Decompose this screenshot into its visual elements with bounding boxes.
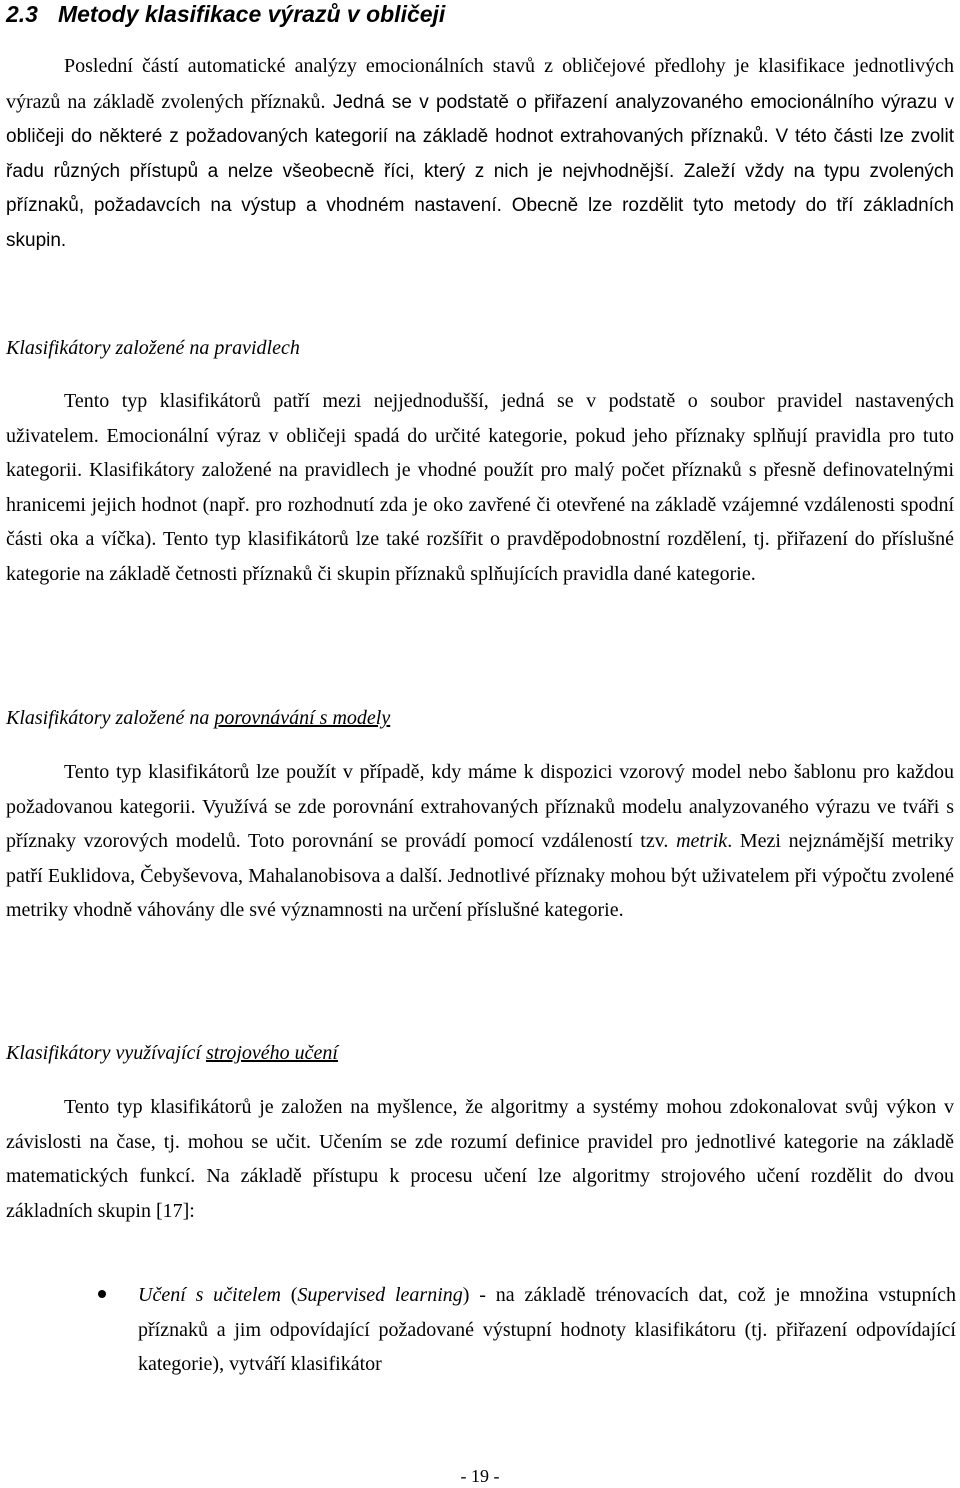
section-title: Metody klasifikace výrazů v obličeji: [57, 1, 446, 27]
intro-paragraph: [6, 49, 954, 259]
subheading-rules: Klasifikátory založené na pravidlech: [6, 337, 300, 359]
page-number: - 19 -: [460, 1466, 500, 1486]
rules-paragraph: Tento typ klasifikátorů patří mezi nejjednodušší, jedná se v podstatě o soubor pravidel nastavených uživatelem. Emocionální výraz v obličeji spadá do určité kategorie, pokud jeho příznaky splňují pravidla pro tuto kategorii. Klasifikátory založené na pravidlech je vhodné použít pro malý počet příznaků s přesně definovatelnými hranicemi jejich hodnot (např. pro rozhodnutí zda je oko zavřené či otevřené na základě vzájemné vzdálenosti spodní části oka a víčka). Tento typ klasifikátorů lze také rozšířit o pravděpodobnostní rozdělení, tj. přiřazení do příslušné kategorie na základě četnosti příznaků či skupin příznaků splňujících pravidla dané kategorie.: [6, 390, 954, 585]
subheading-models: [6, 704, 390, 732]
subheading-ml-underlined: strojového učení: [205, 1042, 338, 1064]
models-paragraph: [6, 755, 954, 928]
intro-text-sans: Jedná se v podstatě o přiřazení analyzovaného emocionálního výrazu v obličeji do některé z požadovaných kategorií na základě hodnot extrahovaných příznaků. V této části lze zvolit řadu různých přístupů a nelze všeobecně říci, který z nich je nejvhodnější. Zaleží vždy na typu zvolených příznaků, požadavcích na výstup a vhodném nastavení. Obecně lze rozdělit tyto metody do tří základních skupin.: [6, 91, 954, 251]
models-text-italic: metrik: [676, 830, 728, 853]
section-heading: [6, 0, 445, 28]
subheading-models-plain: Klasifikátory založené na: [6, 707, 215, 729]
bullet-dot-icon: [98, 1290, 106, 1298]
intro-text-serif: Poslední částí automatické analýzy emocionálních stavů z obličejové předlohy je klasifikace jednotlivých výrazů na základě zvolených příznaků.: [6, 55, 954, 113]
subheading-ml: [6, 1039, 338, 1067]
subheading-models-underlined: porovnávání s modely: [214, 707, 391, 729]
bullet-rest: ) - na základě trénovacích dat, což je množina vstupních příznaků a jim odpovídající požadované výstupní hodnoty klasifikátoru (tj. přiřazení odpovídající kategorie), vytváří klasifikátor: [138, 1284, 956, 1376]
bullet-english-term: Supervised learning: [297, 1284, 463, 1306]
bullet-term: Učení s učitelem: [138, 1284, 281, 1306]
models-text-after: . Mezi nejznámější metriky patří Euklidova, Čebyševova, Mahalanobisova a další. Jednotlivé příznaky mohou být uživatelem při výpočtu zvolené metriky vhodně váhovány dle své významnosti na určení příslušné kategorie.: [6, 830, 954, 922]
models-text-before: Tento typ klasifikátorů lze použít v případě, kdy máme k dispozici vzorový model nebo šablonu pro každou požadovanou kategorii. Využívá se zde porovnání extrahovaných příznaků modelu analyzovaného výrazu ve tváři s příznaky vzorových modelů. Toto porovnání se provádí pomocí vzdáleností tzv.: [6, 761, 954, 853]
section-number: 2.3: [6, 1, 38, 27]
bullet-item: [138, 1278, 956, 1382]
bullet-open-paren: (: [280, 1284, 298, 1306]
ml-paragraph: Tento typ klasifikátorů je založen na myšlence, že algoritmy a systémy mohou zdokonalovat svůj výkon v závislosti na čase, tj. mohou se učit. Učením se zde rozumí definice pravidel pro jednotlivé kategorie na základě matematických funkcí. Na základě přístupu k procesu učení lze algoritmy strojového učení rozdělit do dvou základních skupin [17]:: [6, 1096, 954, 1222]
subheading-ml-plain: Klasifikátory využívající: [6, 1042, 206, 1064]
